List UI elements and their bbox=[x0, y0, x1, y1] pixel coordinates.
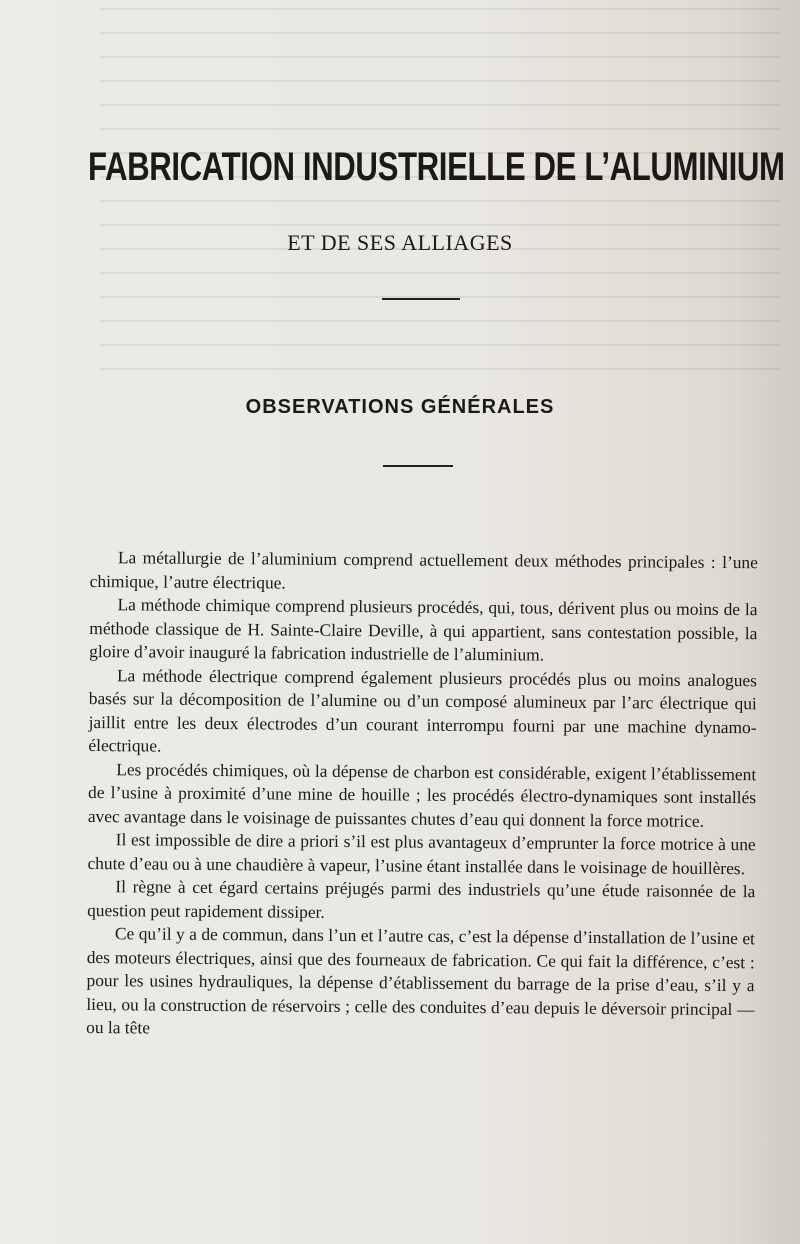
page-title: FABRICATION INDUSTRIELLE DE L’ALUMINIUM bbox=[88, 145, 785, 189]
paragraph: La méthode électrique comprend également plusieurs procédés plus ou moins analogues basés sur la décomposition de l’alumine ou d’un composé alumineux par l’arc électrique qui jaillit entre les deux électrodes d’un courant interrompu fourni par une machine dynamo-électrique. bbox=[88, 664, 758, 756]
paragraph: La méthode chimique comprend plusieurs procédés, qui, tous, dérivent plus ou moins de la méthode classique de H. Sainte-Claire Deville, à qui appartient, sans contestation possible, la gloire d’avoir inauguré la fabrication industrielle de l’aluminium. bbox=[89, 594, 758, 665]
section-heading: OBSERVATIONS GÉNÉRALES bbox=[245, 396, 555, 418]
section-divider bbox=[383, 465, 453, 467]
body-text bbox=[86, 546, 758, 1045]
bleed-through-text bbox=[100, 8, 780, 392]
paragraph: Ce qu’il y a de commun, dans l’un et l’autre cas, c’est la dépense d’installation de l’usine et des moteurs électriques, ainsi que des fourneaux de fabrication. Ce qui fait la différence, c’est : pour les usines hydrauliques, la dépense d’établissement du barrage de la prise d’eau, s’il y a lieu, ou la construction de réservoirs ; celle des conduites d’eau depuis le déversoir principal — ou la tête bbox=[86, 923, 756, 1038]
page-subtitle: ET DE SES ALLIAGES bbox=[287, 230, 513, 255]
title-divider bbox=[382, 298, 460, 300]
paragraph: Il règne à cet égard certains préjugés parmi des industriels qu’une étude raisonnée de la question peut rapidement dissiper. bbox=[87, 876, 756, 922]
paragraph: Les procédés chimiques, où la dépense de charbon est considérable, exigent l’établissement de l’usine à proximité d’une mine de houille ; les procédés électro-dynamiques sont installés avec avantage dans le voisinage de puissantes chutes d’eau qui donnent la force motrice. bbox=[87, 758, 757, 831]
paragraph: La métallurgie de l’aluminium comprend actuellement deux méthodes principales : l’une chimique, l’autre électrique. bbox=[89, 547, 758, 593]
paragraph: Il est impossible de dire a priori s’il est plus avantageux d’emprunter la force motrice à une chute d’eau ou à une chaudière à vapeur, l’usine étant installée dans le voisinage de houillères. bbox=[87, 829, 756, 878]
